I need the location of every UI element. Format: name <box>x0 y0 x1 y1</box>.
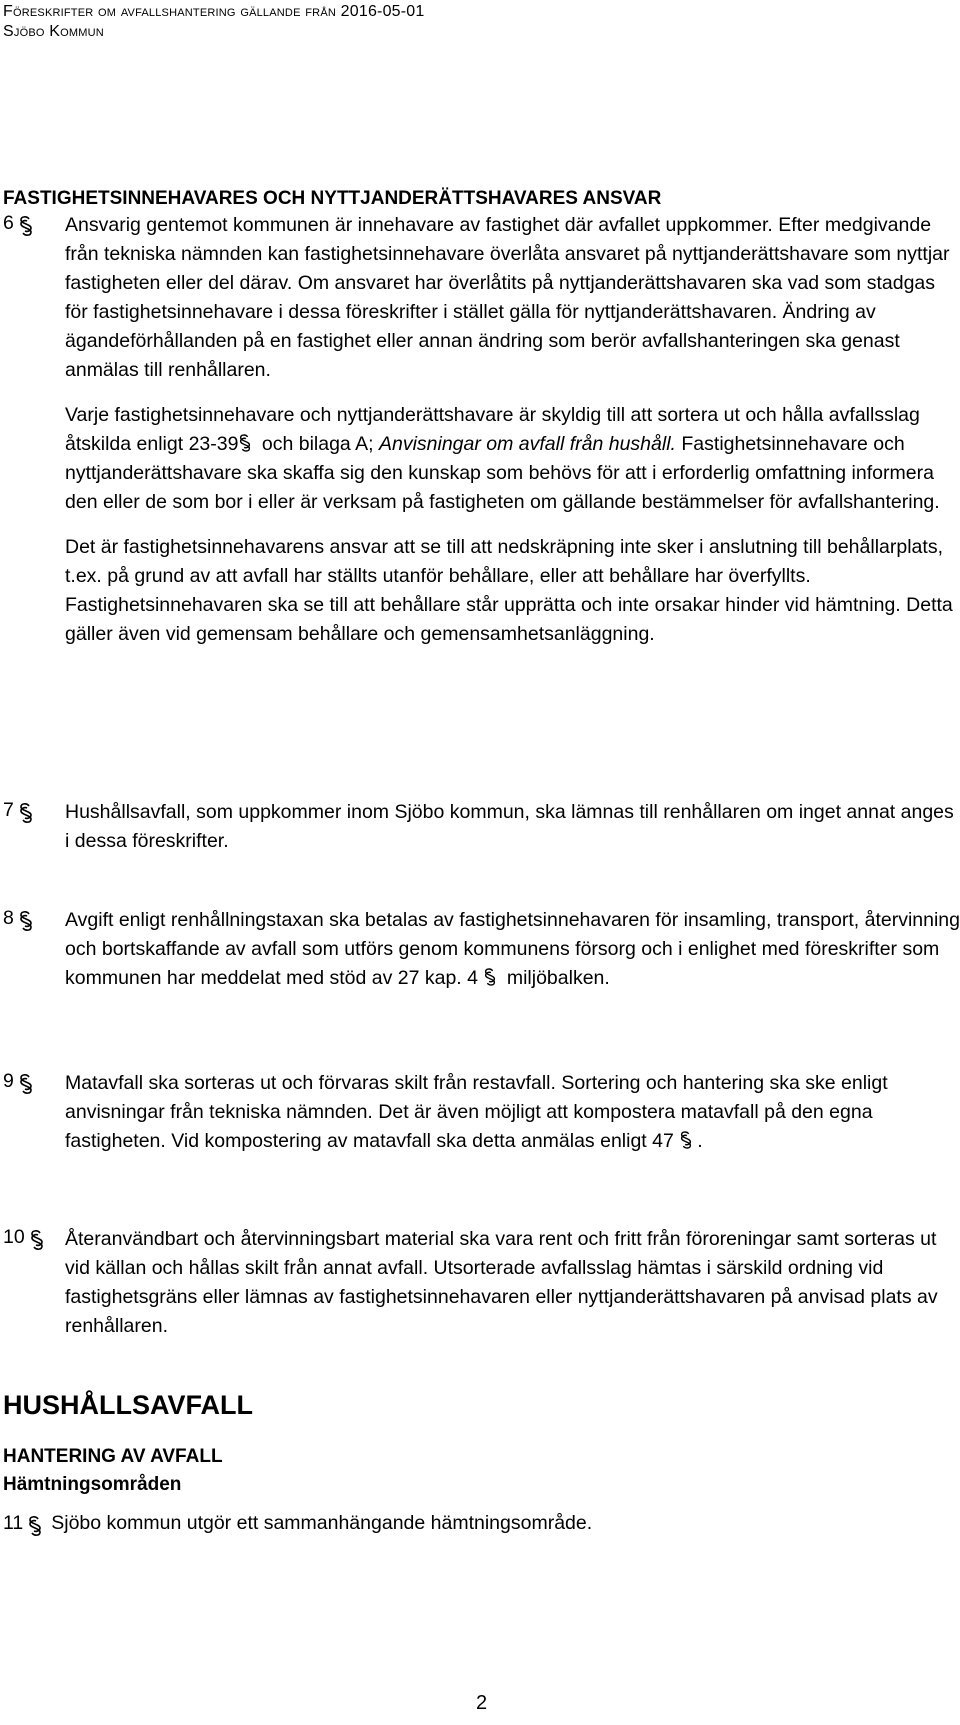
section-sign-icon <box>14 212 42 242</box>
paragraph-6-text-3: Det är fastighetsinnehavarens ansvar att se till att nedskräpning inte sker i anslutning till behållarplats, t.ex. på grund av att avfall har ställts utanför behållare, eller att behållare har överfyllts. Fastighetsinnehavaren ska se till att behållare står upprätta och inte orsakar hinder vid hämtning. Detta gäller även vid gemensam behållare och gemensamhetsanläggning. <box>65 536 953 645</box>
paragraph-8-text: Avgift enligt renhållningstaxan ska betalas av fastighetsinnehavaren för insamling, transport, återvinning och bortskaffande av avfall som utförs genom kommunens försorg och i enlighet med föreskrifter som kommunen har meddelat med stöd av 27 kap. 4 miljöbalken. <box>65 909 960 989</box>
section-sign-icon <box>483 967 501 987</box>
paragraph-6-text-2: Varje fastighetsinnehavare och nyttjanderättshavare är skyldig till att sortera ut och hålla avfallsslag åtskilda enligt 23-39 och bilaga A; Anvisningar om avfall från hushåll. Fastighetsinnehavare och nyttjanderättshavare ska skaffa sig den kunskap som behövs för att i erforderlig omfattning informera den eller de som bor i eller är verksam på fastigheten om gällande bestämmelser för avfallshantering. <box>65 404 940 513</box>
heading-waste-handling: HANTERING AV AVFALL <box>3 1446 223 1467</box>
section-sign-icon <box>14 907 42 937</box>
header-municipality: Sjöbo Kommun <box>3 23 104 40</box>
section-sign-icon <box>14 1070 42 1100</box>
paragraph-number: 6 <box>3 212 42 242</box>
paragraph-number: 8 <box>3 907 42 937</box>
paragraph-number: 9 <box>3 1070 42 1100</box>
paragraph-11 <box>3 1512 592 1542</box>
paragraph-number: 7 <box>3 799 42 829</box>
section-sign-icon <box>25 1226 53 1256</box>
heading-household-waste: HUSHÅLLSAVFALL <box>3 1390 253 1420</box>
paragraph-10-text: Återanvändbart och återvinningsbart material ska vara rent och fritt från föroreningar samt sorteras ut vid källan och hållas skilt från annat avfall. Utsorterade avfallsslag hämtas i särskild ordning vid fastighetsgräns eller lämnas av fastighetsinnehavaren eller nyttjanderättshavaren på anvisad plats av renhållaren. <box>65 1228 938 1337</box>
page-number: 2 <box>476 1692 488 1714</box>
section-heading-responsibility: FASTIGHETSINNEHAVARES OCH NYTTJANDERÄTTSHAVARES ANSVAR <box>3 188 662 209</box>
header-title: Föreskrifter om avfallshantering gällande från 2016-05-01 <box>3 3 425 20</box>
section-sign-icon <box>238 433 256 453</box>
paragraph-11-text: Sjöbo kommun utgör ett sammanhängande hämtningsområde. <box>51 1512 593 1534</box>
paragraph-6-text-1: Ansvarig gentemot kommunen är innehavare av fastighet där avfallet uppkommer. Efter medgivande från tekniska nämnden kan fastighetsinnehavare överlåta ansvaret på nyttjanderättshavare som nyttjar fastigheten eller del därav. Om ansvaret har överlåtits på nyttjanderättshavaren ska vad som stadgas för fastighetsinnehavare i dessa föreskrifter i stället gälla för nyttjanderättshavaren. Ändring av ägandeförhållanden på en fastighet eller annan ändring som berör avfallshanteringen ska genast anmälas till renhållaren. <box>65 214 950 381</box>
page-header <box>3 2 425 42</box>
section-sign-icon <box>23 1512 51 1542</box>
paragraph-7-text: Hushållsavfall, som uppkommer inom Sjöbo kommun, ska lämnas till renhållaren om inget annat anges i dessa föreskrifter. <box>65 801 954 852</box>
paragraph-number: 11 <box>3 1512 24 1534</box>
section-sign-icon <box>14 799 42 829</box>
section-sign-icon <box>679 1130 697 1150</box>
paragraph-9-text: Matavfall ska sorteras ut och förvaras skilt från restavfall. Sortering och hantering ska ske enligt anvisningar från tekniska nämnden. Det är även möjligt att kompostera matavfall på den egna fastigheten. Vid kompostering av matavfall ska detta anmälas enligt 47 . <box>65 1072 888 1152</box>
heading-collection-areas: Hämtningsområden <box>3 1474 182 1495</box>
paragraph-number: 10 <box>3 1226 53 1256</box>
